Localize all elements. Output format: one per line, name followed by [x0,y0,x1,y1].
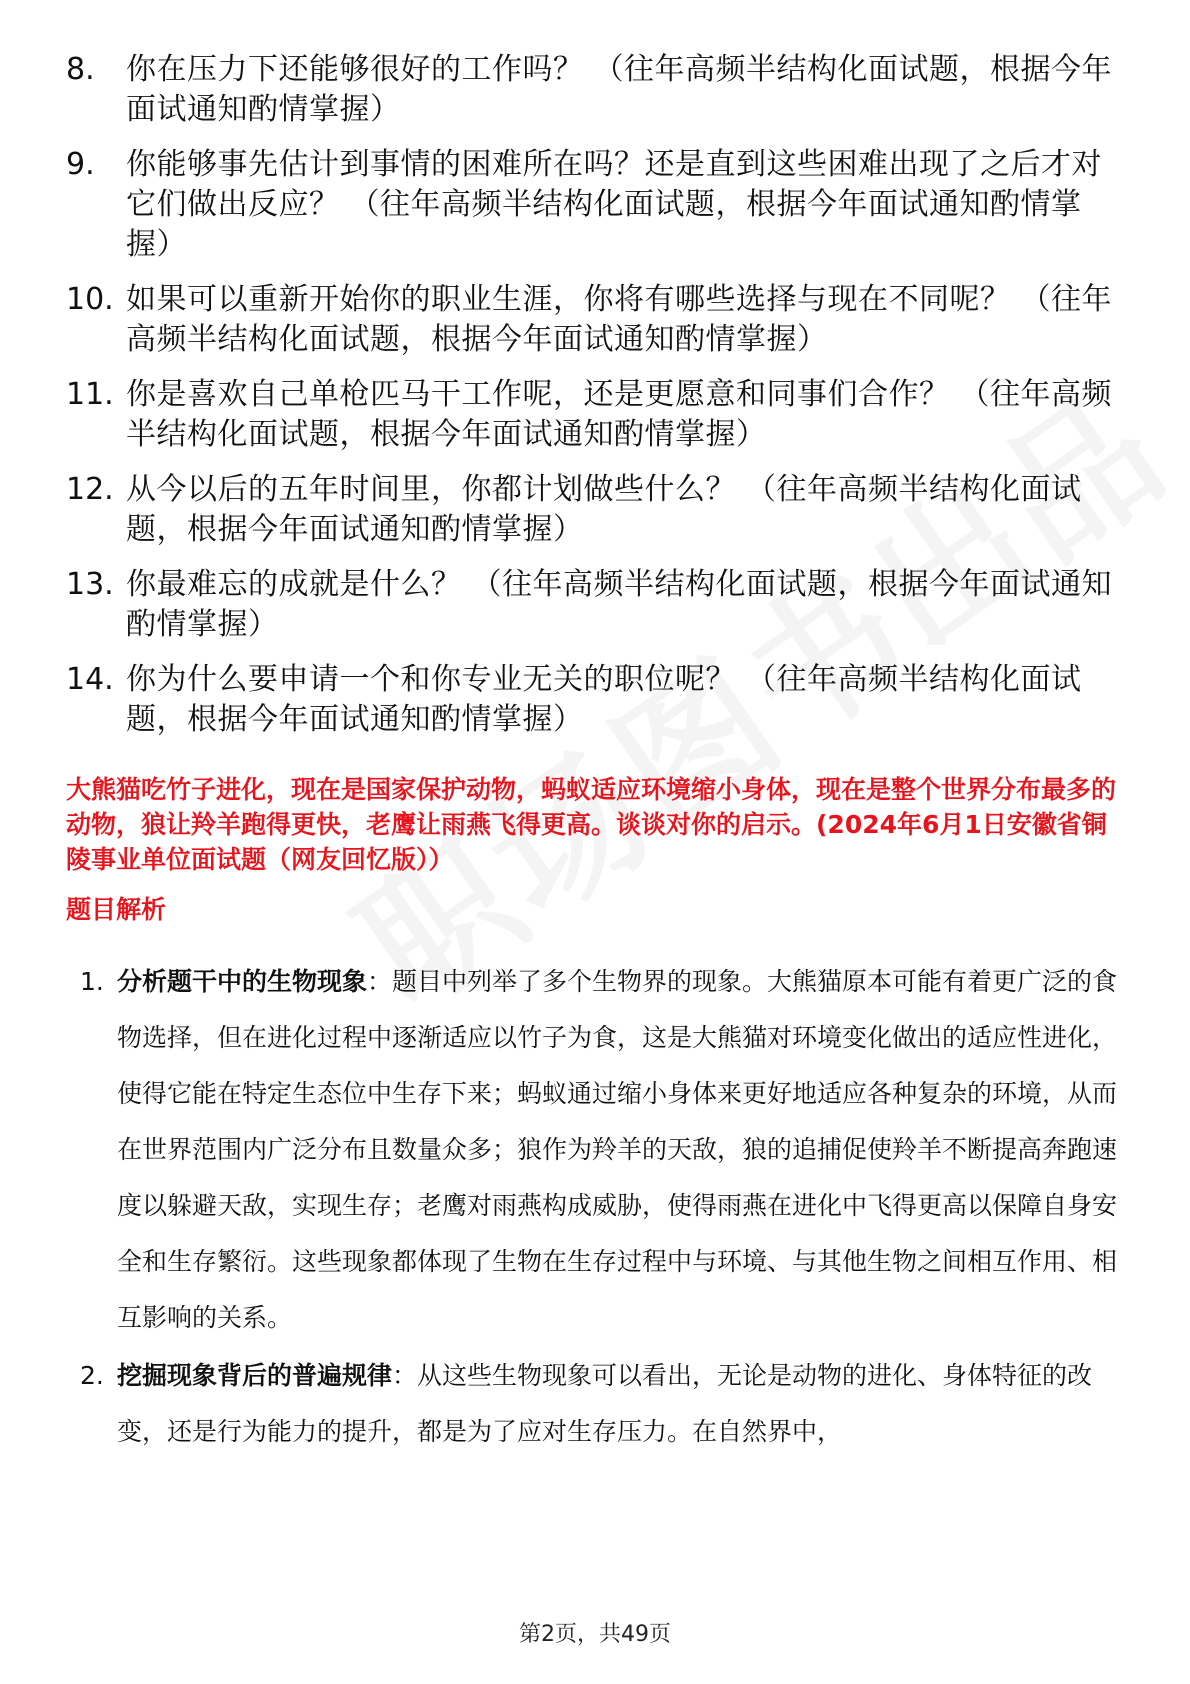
question-text: 你最难忘的成就是什么？ （往年高频半结构化面试题，根据今年面试通知酌情掌握） [126,567,1113,642]
question-text: 你在压力下还能够很好的工作吗？ （往年高频半结构化面试题，根据今年面试通知酌情掌握） [126,52,1113,127]
question-number: 10. [66,282,114,317]
question-item [66,145,1126,265]
question-item [66,280,1126,360]
analysis-heading: 挖掘现象背后的普遍规律 [117,1361,393,1390]
question-list [66,50,1126,755]
question-text: 从今以后的五年时间里，你都计划做些什么？ （往年高频半结构化面试题，根据今年面试通知酌情掌握） [126,472,1082,547]
question-number: 9. [66,147,95,182]
question-item [66,375,1126,455]
section-title: 题目解析 [66,895,167,924]
question-number: 13. [66,567,114,602]
analysis-item [80,1348,1130,1460]
analysis-body: ：从这些生物现象可以看出，无论是动物的进化、身体特征的改变，还是行为能力的提升，都是为了应对生存压力。在自然界中， [117,1361,1093,1446]
question-item [66,660,1126,740]
analysis-heading: 分析题干中的生物现象 [117,967,368,996]
page-footer: 第2页，共49页 [519,1622,671,1647]
question-number: 11. [66,377,114,412]
analysis-body: ：题目中列举了多个生物界的现象。大熊猫原本可能有着更广泛的食物选择，但在进化过程中逐渐适应以竹子为食，这是大熊猫对环境变化做出的适应性进化，使得它能在特定生态位中生存下来；蚂蚁通过缩小身体来更好地适应各种复杂的环境，从而在世界范围内广泛分布且数量众多；狼作为羚羊的天敌，狼的追捕促使羚羊不断提高奔跑速度以躲避天敌，实现生存；老鹰对雨燕构成威胁，使得雨燕在进化中飞得更高以保障自身安全和生存繁衍。这些现象都体现了生物在生存过程中与环境、与其他生物之间相互作用、相互影响的关系。 [117,967,1118,1332]
interview-prompt: 大熊猫吃竹子进化，现在是国家保护动物，蚂蚁适应环境缩小身体，现在是整个世界分布最多的动物，狼让羚羊跑得更快，老鹰让雨燕飞得更高。谈谈对你的启示。(2024年6月1日安徽省铜陵事业单位面试题（网友回忆版）） [66,775,1117,874]
question-item [66,565,1126,645]
question-item [66,50,1126,130]
question-item [66,470,1126,550]
analysis-number: 1. [80,967,104,996]
question-number: 8. [66,52,95,87]
question-number: 12. [66,472,114,507]
analysis-item [80,954,1130,1346]
question-text: 你为什么要申请一个和你专业无关的职位呢？ （往年高频半结构化面试题，根据今年面试通知酌情掌握） [126,662,1082,737]
analysis-text [117,954,1130,1346]
question-text: 你是喜欢自己单枪匹马干工作呢，还是更愿意和同事们合作？ （往年高频半结构化面试题，根据今年面试通知酌情掌握） [126,377,1113,452]
question-text: 你能够事先估计到事情的困难所在吗？还是直到这些困难出现了之后才对它们做出反应？ （往年高频半结构化面试题，根据今年面试通知酌情掌握） [126,147,1102,262]
analysis-list [80,954,1130,1462]
question-text: 如果可以重新开始你的职业生涯，你将有哪些选择与现在不同呢？ （往年高频半结构化面试题，根据今年面试通知酌情掌握） [126,282,1113,357]
analysis-number: 2. [80,1361,104,1390]
question-number: 14. [66,662,114,697]
analysis-text [117,1348,1130,1460]
